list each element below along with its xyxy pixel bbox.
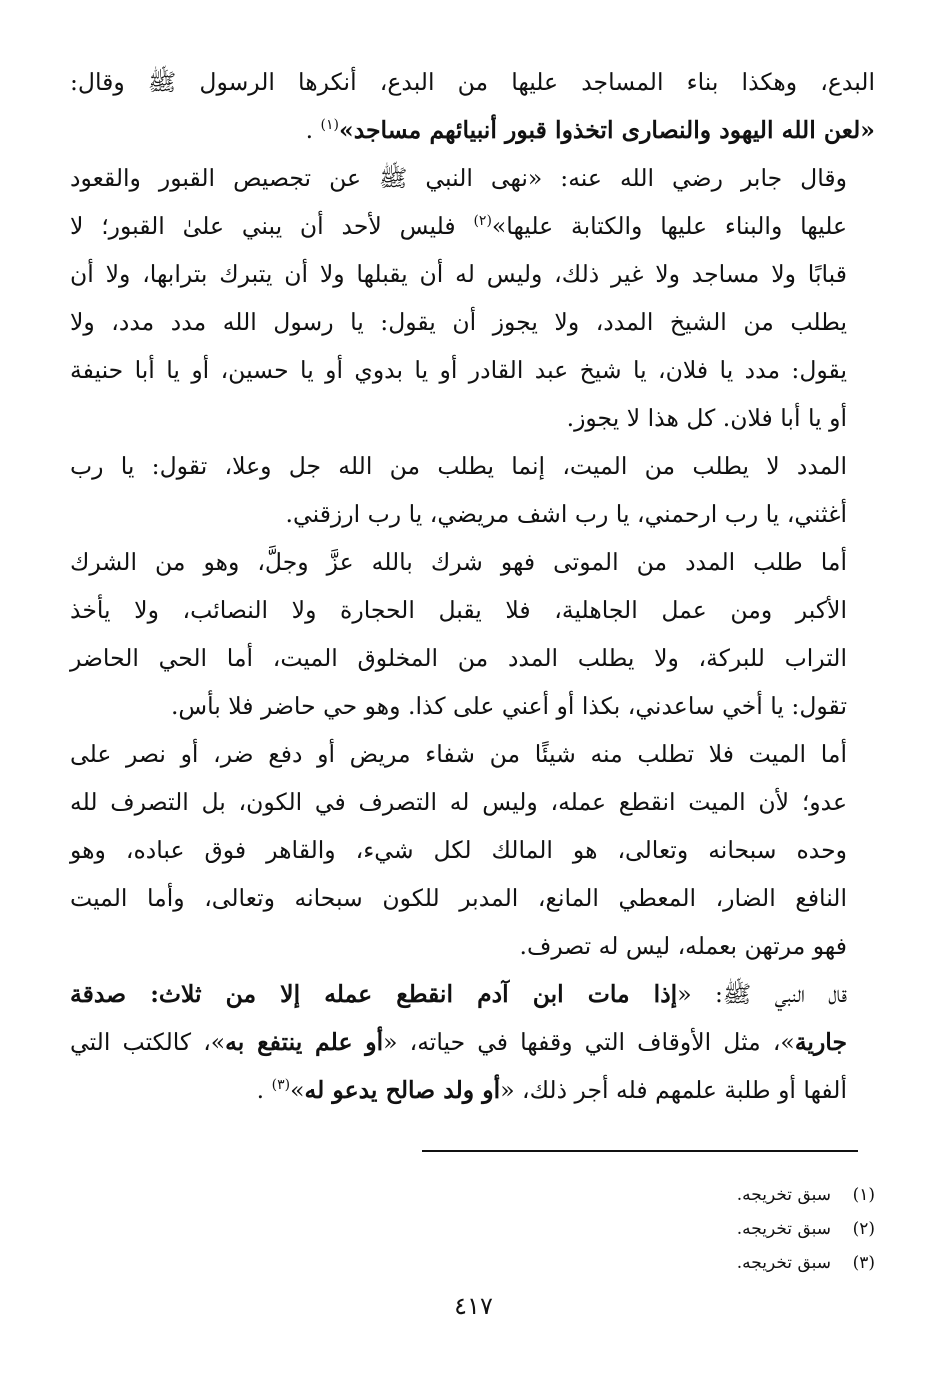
paragraph — [70, 538, 875, 730]
text-line — [70, 826, 875, 874]
text-run: عليها والبناء عليها والكتابة عليها» — [491, 212, 847, 240]
hadith-quote: أو ولد صالح يدعو له — [304, 1076, 501, 1104]
text-run: أغثني، يا رب ارحمني، يا رب اشف مريضي، يا رب ارزقني. — [285, 500, 847, 528]
text-line — [70, 682, 875, 730]
text-run: قال النبي ﷺ: « — [677, 980, 847, 1008]
text-run: يطلب من الشيخ المدد، ولا يجوز أن يقول: يا رسول الله مدد مدد، ولا — [70, 308, 847, 336]
footnote-text: سبق تخريجه. — [736, 1253, 831, 1273]
text-line — [70, 346, 875, 394]
text-line — [70, 922, 875, 970]
text-line — [70, 730, 875, 778]
text-line — [70, 250, 875, 298]
paragraph — [70, 970, 875, 1114]
text-run: »، مثل الأوقاف التي وقفها في حياته، « — [383, 1028, 795, 1056]
footnote — [737, 1178, 875, 1212]
text-run: وحده سبحانه وتعالى، هو المالك لكل شيء، والقاهر فوق عباده، وهو — [70, 836, 847, 864]
footnote-divider — [422, 1150, 858, 1152]
footnotes — [737, 1178, 875, 1280]
text-line — [70, 874, 875, 922]
text-run: المدد لا يطلب من الميت، إنما يطلب من الله جل وعلا، تقول: يا رب — [70, 452, 847, 480]
footnote-number: (١) — [852, 1185, 875, 1205]
text-line — [70, 970, 875, 1018]
text-line — [70, 1018, 875, 1066]
footnote-marker: (١) — [320, 117, 339, 134]
paragraph — [70, 730, 875, 970]
text-run: البدع، وهكذا بناء المساجد عليها من البدع، أنكرها الرسول ﷺ وقال: — [70, 68, 875, 96]
text-run: » — [290, 1076, 305, 1104]
text-line — [70, 538, 875, 586]
text-line — [70, 634, 875, 682]
text-run: الأكبر ومن عمل الجاهلية، فلا يقبل الحجارة ولا النصائب، ولا يأخذ — [70, 596, 847, 624]
text-run: »، كالكتب التي — [70, 1028, 226, 1056]
text-line — [70, 202, 875, 250]
text-run: فهو مرتهن بعمله، ليس له تصرف. — [519, 932, 847, 960]
text-run: ألفها أو طلبة علمهم فله أجر ذلك، « — [500, 1076, 847, 1104]
text-run: وقال جابر رضي الله عنه: «نهى النبي ﷺ عن تجصيص القبور والقعود — [70, 164, 847, 192]
text-line — [70, 1066, 875, 1114]
text-line — [70, 394, 875, 442]
text-run: التراب للبركة، ولا يطلب المدد من المخلوق الميت، أما الحي الحاضر — [70, 644, 847, 672]
text-line — [70, 490, 875, 538]
text-line — [70, 154, 875, 202]
text-run: أما طلب المدد من الموتى فهو شرك بالله عزَّ وجلَّ، وهو من الشرك — [70, 548, 847, 576]
text-line — [70, 586, 875, 634]
footnote-text: سبق تخريجه. — [736, 1185, 831, 1205]
text-run: . — [256, 1076, 272, 1104]
footnote-marker: (٣) — [271, 1077, 291, 1094]
text-line — [70, 58, 875, 106]
text-run: . — [305, 116, 321, 144]
footnote-number: (٢) — [852, 1219, 875, 1239]
footnote — [737, 1212, 875, 1246]
text-line — [70, 106, 875, 154]
text-line — [70, 778, 875, 826]
text-run: أو يا أبا فلان. كل هذا لا يجوز. — [566, 404, 847, 432]
text-run: يقول: مدد يا فلان، يا شيخ عبد القادر أو يا بدوي أو يا حسين، أو يا أبا حنيفة — [70, 356, 847, 384]
hadith-quote: جارية — [794, 1028, 847, 1056]
footnote-text: سبق تخريجه. — [736, 1219, 831, 1239]
footnote-number: (٣) — [852, 1253, 875, 1273]
text-line — [70, 442, 875, 490]
page-body — [70, 58, 875, 1114]
page-number: ٤١٧ — [454, 1292, 493, 1320]
paragraph — [70, 442, 875, 538]
footnote-marker: (٢) — [473, 213, 492, 230]
hadith-quote: «لعن الله اليهود والنصارى اتخذوا قبور أنبيائهم مساجد» — [339, 116, 875, 144]
text-run: تقول: يا أخي ساعدني، بكذا أو أعني على كذا. وهو حي حاضر فلا بأس. — [170, 692, 847, 720]
text-run: قبابًا ولا مساجد ولا غير ذلك، وليس له أن يقبلها ولا أن يتبرك بترابها، ولا أن — [70, 260, 847, 288]
paragraph — [70, 154, 875, 442]
text-run: عدو؛ لأن الميت انقطع عمله، وليس له التصرف في الكون، بل التصرف لله — [70, 788, 847, 816]
text-line — [70, 298, 875, 346]
footnote — [737, 1246, 875, 1280]
hadith-quote: إذا مات ابن آدم انقطع عمله إلا من ثلاث: صدقة — [70, 980, 678, 1008]
paragraph — [70, 58, 875, 154]
text-run: فليس لأحد أن يبني علىٰ القبور؛ لا — [70, 212, 474, 240]
text-run: النافع الضار، المعطي المانع، المدبر للكون سبحانه وتعالى، وأما الميت — [70, 884, 847, 912]
text-run: أما الميت فلا تطلب منه شيئًا من شفاء مريض أو دفع ضر، أو نصر على — [70, 740, 847, 768]
hadith-quote: أو علم ينتفع به — [225, 1028, 384, 1056]
